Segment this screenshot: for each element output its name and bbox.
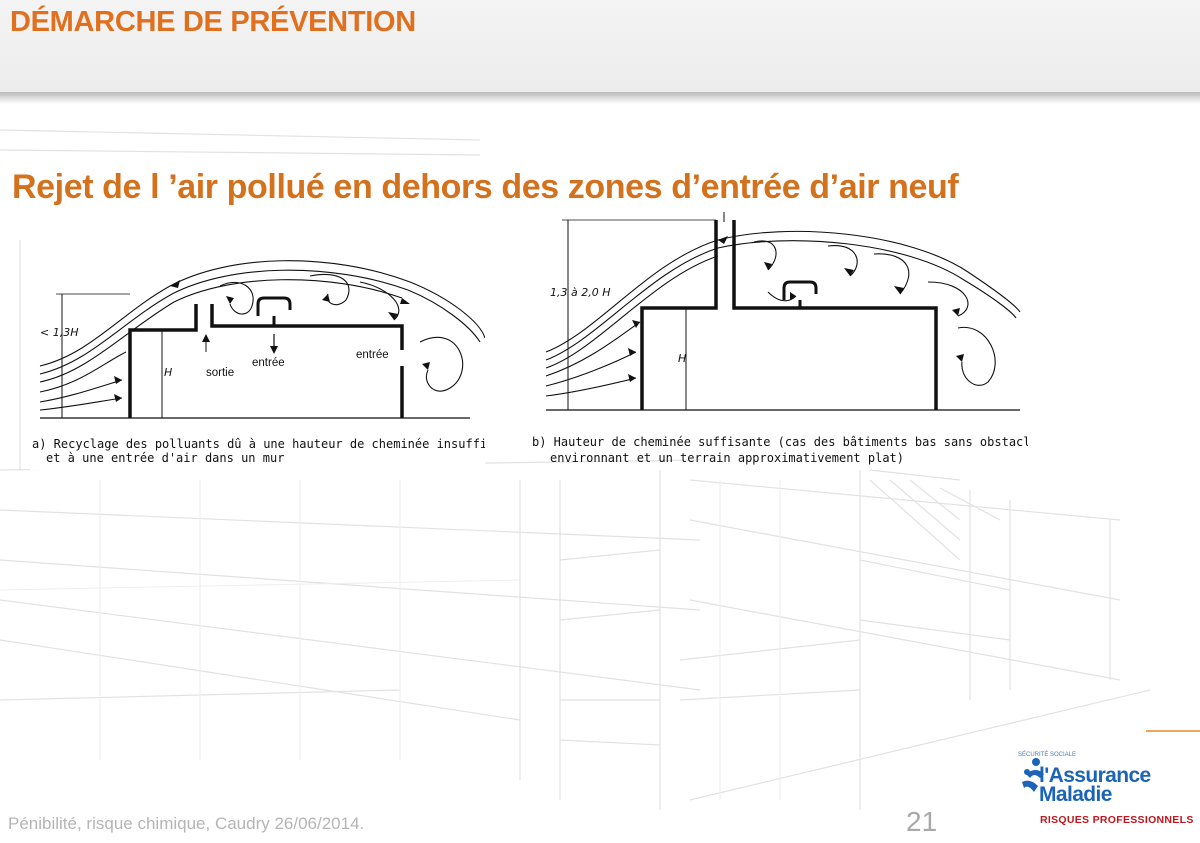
label-inlet-wall: entrée [356,349,389,361]
caption-b-line2: environnant et un terrain approximativement plat) [550,451,905,465]
page-number: 21 [906,806,938,837]
diagram-sufficient-chimney [528,212,1028,474]
label-height-range: 1,3 à 2,0 H [550,286,611,299]
label-height-b: H [678,352,687,365]
diagram-insufficient-chimney [30,242,485,470]
caption-a-line2: et à une entrée d'air dans un mur [46,451,285,465]
logo-arc-text: SÉCURITÉ SOCIALE [1018,752,1077,758]
diagram-a-drawing [30,242,485,470]
label-height-a: H [164,366,173,379]
footer-text: Pénibilité, risque chimique, Caudry 26/06/2014. [8,814,365,833]
logo-tagline: RISQUES PROFESSIONNELS [1040,814,1194,826]
label-outlet: sortie [206,367,235,379]
logo-divider [1146,730,1200,732]
assurance-maladie-logo [1018,752,1198,832]
slide-heading: Rejet de l ’air pollué en dehors des zones d’entrée d’air neuf [12,168,959,206]
logo-org-name [1039,766,1151,804]
logo-org-line1: l'Assurance [1039,764,1151,787]
label-inlet-roof: entrée [252,357,285,369]
label-height-limit: < 1,3H [40,326,79,339]
section-title: DÉMARCHE DE PRÉVENTION [10,6,416,38]
logo-org-line2: Maladie [1039,783,1112,806]
caption-a-line1: a) Recyclage des polluants dû à une hauteur de cheminée insuffisante [32,437,485,451]
caption-b-line1: b) Hauteur de cheminée suffisante (cas des bâtiments bas sans obstacle [532,435,1028,449]
diagram-b-drawing [528,212,1028,474]
